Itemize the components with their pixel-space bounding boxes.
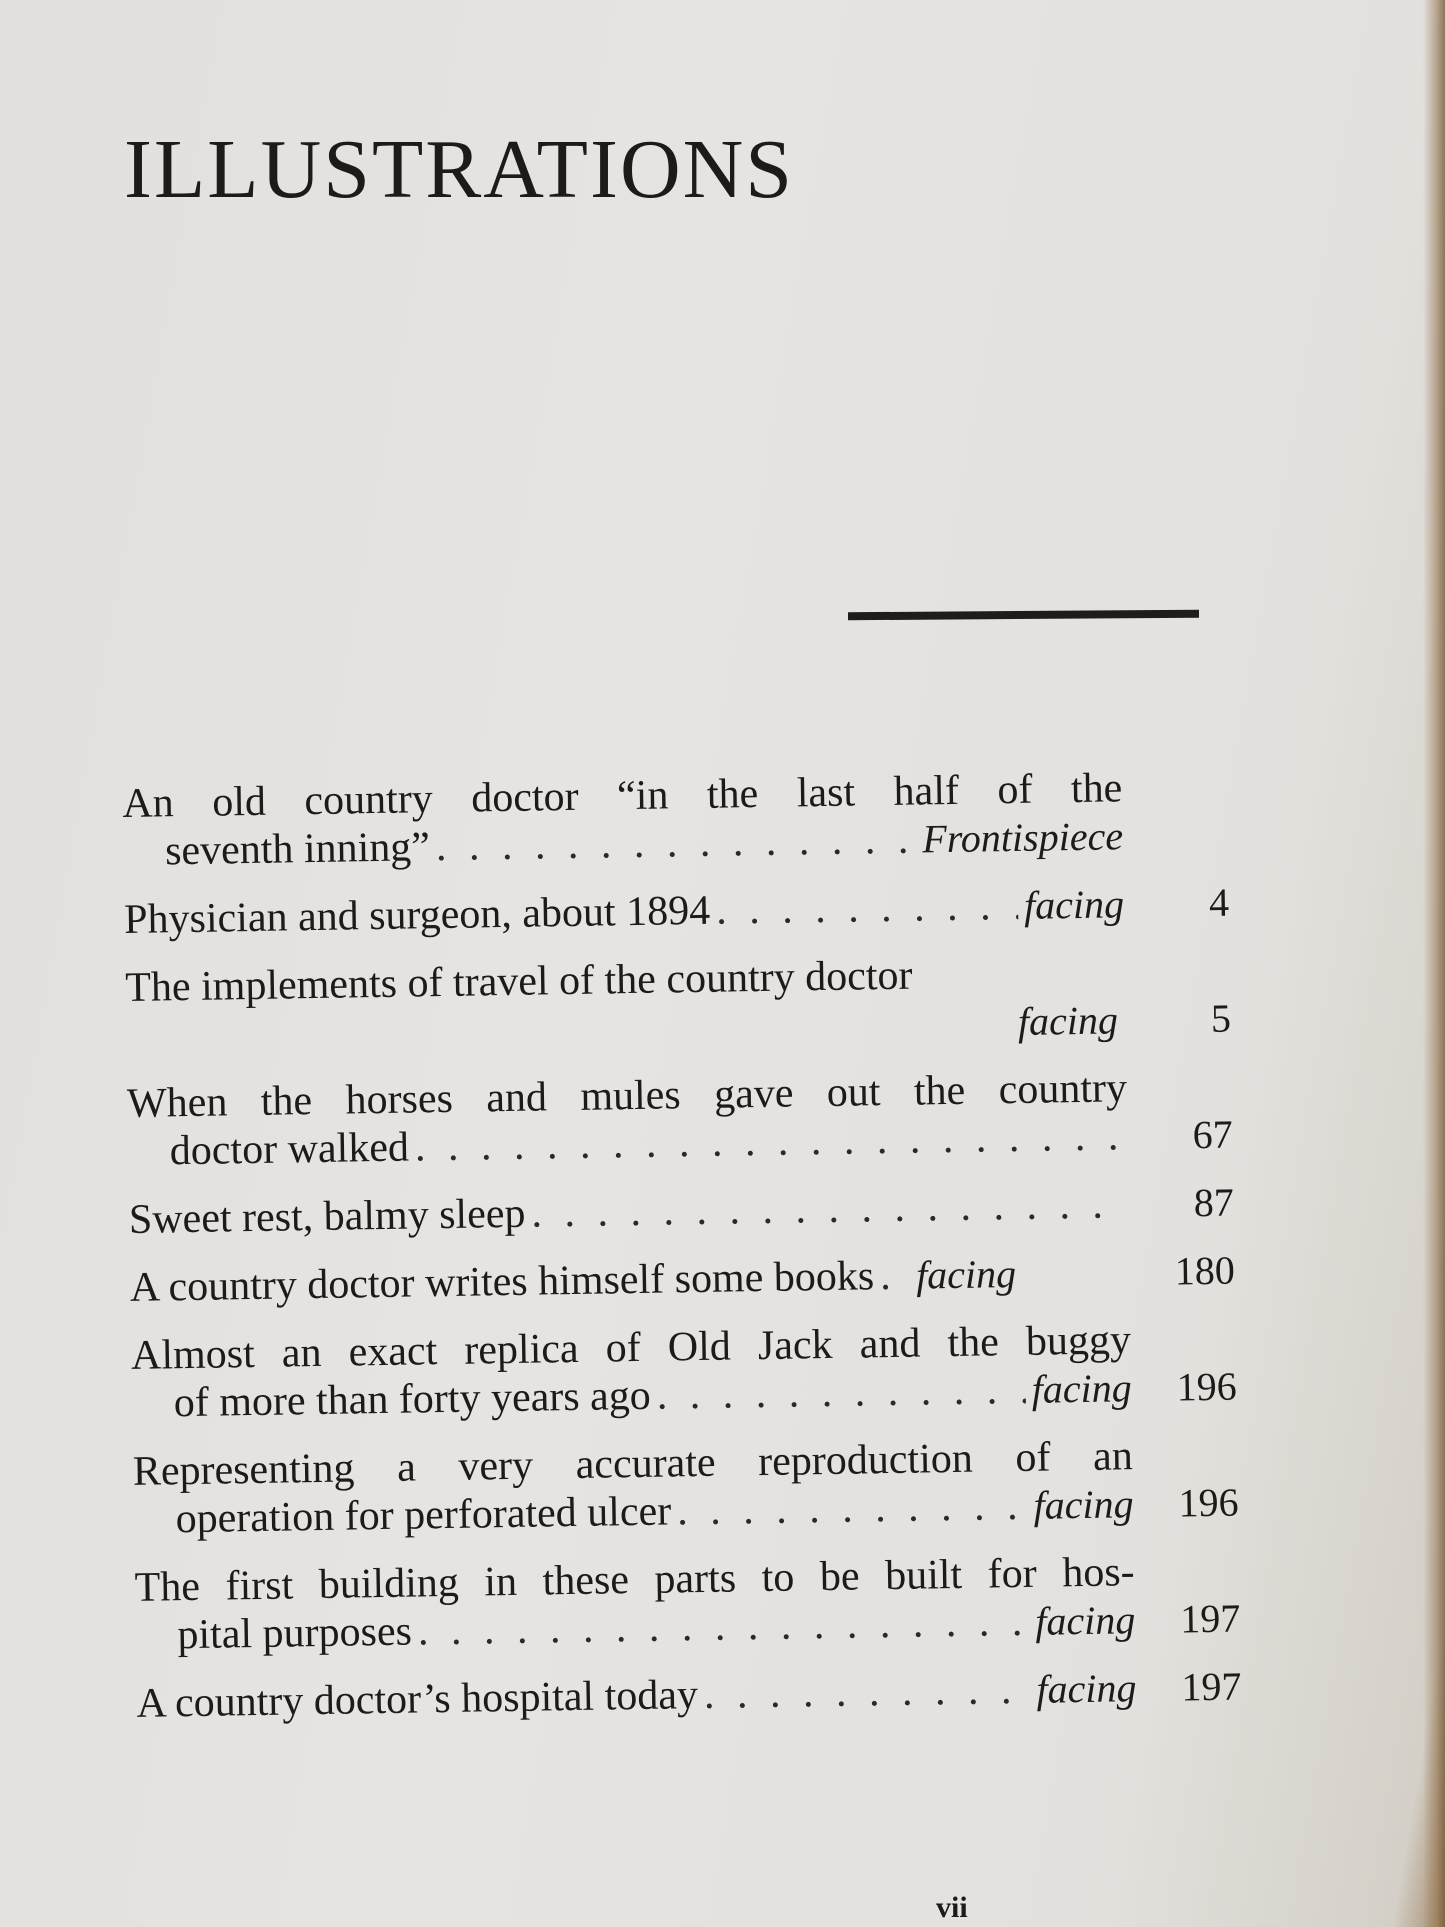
entry-page-number: 87 xyxy=(1193,1179,1235,1226)
entry-page-number: 5 xyxy=(1210,995,1232,1041)
list-item xyxy=(131,1315,1237,1428)
list-item xyxy=(124,879,1230,944)
entry-title-line: An old country doctor “in the last half of the xyxy=(122,765,1123,827)
dot-leader xyxy=(415,1112,1123,1171)
entry-title-cont: doctor walked xyxy=(169,1124,410,1175)
entry-title-line: Representing a very accurate reproduction of an xyxy=(132,1433,1134,1495)
entry-title: A country doctor’s hospital today xyxy=(136,1672,699,1727)
entry-label: facing xyxy=(1036,1665,1137,1712)
list-item xyxy=(129,1179,1235,1244)
entry-title: A country doctor writes himself some books xyxy=(129,1253,875,1311)
entry-leader-line xyxy=(130,1248,1131,1312)
entry-label: facing xyxy=(1017,997,1119,1044)
list-item xyxy=(127,1063,1233,1176)
entry-page-number: 197 xyxy=(1179,1595,1241,1642)
dot-leader xyxy=(656,1366,1026,1420)
entry-title-line: The first building in these parts to be built for hos- xyxy=(134,1549,1135,1611)
entry-page-number: 67 xyxy=(1192,1111,1234,1158)
entry-page-number: 180 xyxy=(1174,1247,1236,1294)
page-edge xyxy=(1423,0,1445,1927)
dot-leader xyxy=(716,882,1019,935)
entry-leader-line xyxy=(124,880,1125,944)
entry-label: facing xyxy=(1034,1597,1136,1644)
dot-leader xyxy=(418,1598,1030,1656)
entry-title-line: Almost an exact replica of Old Jack and the buggy xyxy=(130,1317,1132,1379)
list-item xyxy=(130,1247,1236,1312)
entry-label: facing xyxy=(915,1251,1017,1298)
entry-title-cont: of more than forty years ago xyxy=(173,1372,652,1427)
entry-label: facing xyxy=(1023,881,1125,928)
entry-page-number: 196 xyxy=(1176,1363,1238,1410)
entry-label: facing xyxy=(1033,1481,1134,1528)
dot-leader xyxy=(880,1252,911,1300)
dot-leader xyxy=(435,816,916,872)
entry-title: The implements of travel of the country doctor xyxy=(124,952,913,1011)
entry-page-number: 4 xyxy=(1208,879,1230,925)
section-rule xyxy=(848,610,1199,620)
list-item xyxy=(134,1547,1240,1660)
entry-title-cont: seventh inning” xyxy=(164,824,431,875)
entry-label: facing xyxy=(1031,1365,1133,1412)
illustrations-list xyxy=(122,763,1242,1748)
list-item xyxy=(122,763,1228,876)
entry-title-line: When the horses and mules gave out the country xyxy=(126,1065,1128,1127)
list-item xyxy=(125,947,1231,1060)
list-item xyxy=(132,1431,1238,1544)
entry-title: Sweet rest, balmy sleep xyxy=(128,1190,526,1243)
entry-page-number: 197 xyxy=(1181,1663,1242,1710)
entry-label: Frontispiece xyxy=(921,813,1124,862)
list-item xyxy=(136,1663,1242,1728)
entry-title-cont: pital purposes xyxy=(177,1608,413,1659)
entry-leader-line xyxy=(136,1664,1137,1728)
entry-page-number: 196 xyxy=(1178,1479,1239,1526)
page-folio: vii xyxy=(936,1891,968,1924)
entry-title-cont: operation for perforated ulcer xyxy=(175,1488,672,1543)
page-heading: ILLUSTRATIONS xyxy=(124,123,794,216)
dot-leader xyxy=(704,1666,1031,1719)
entry-leader-line xyxy=(129,1180,1130,1244)
entry-title: Physician and surgeon, about 1894 xyxy=(123,887,711,943)
dot-leader xyxy=(677,1482,1028,1535)
dot-leader xyxy=(531,1180,1123,1237)
